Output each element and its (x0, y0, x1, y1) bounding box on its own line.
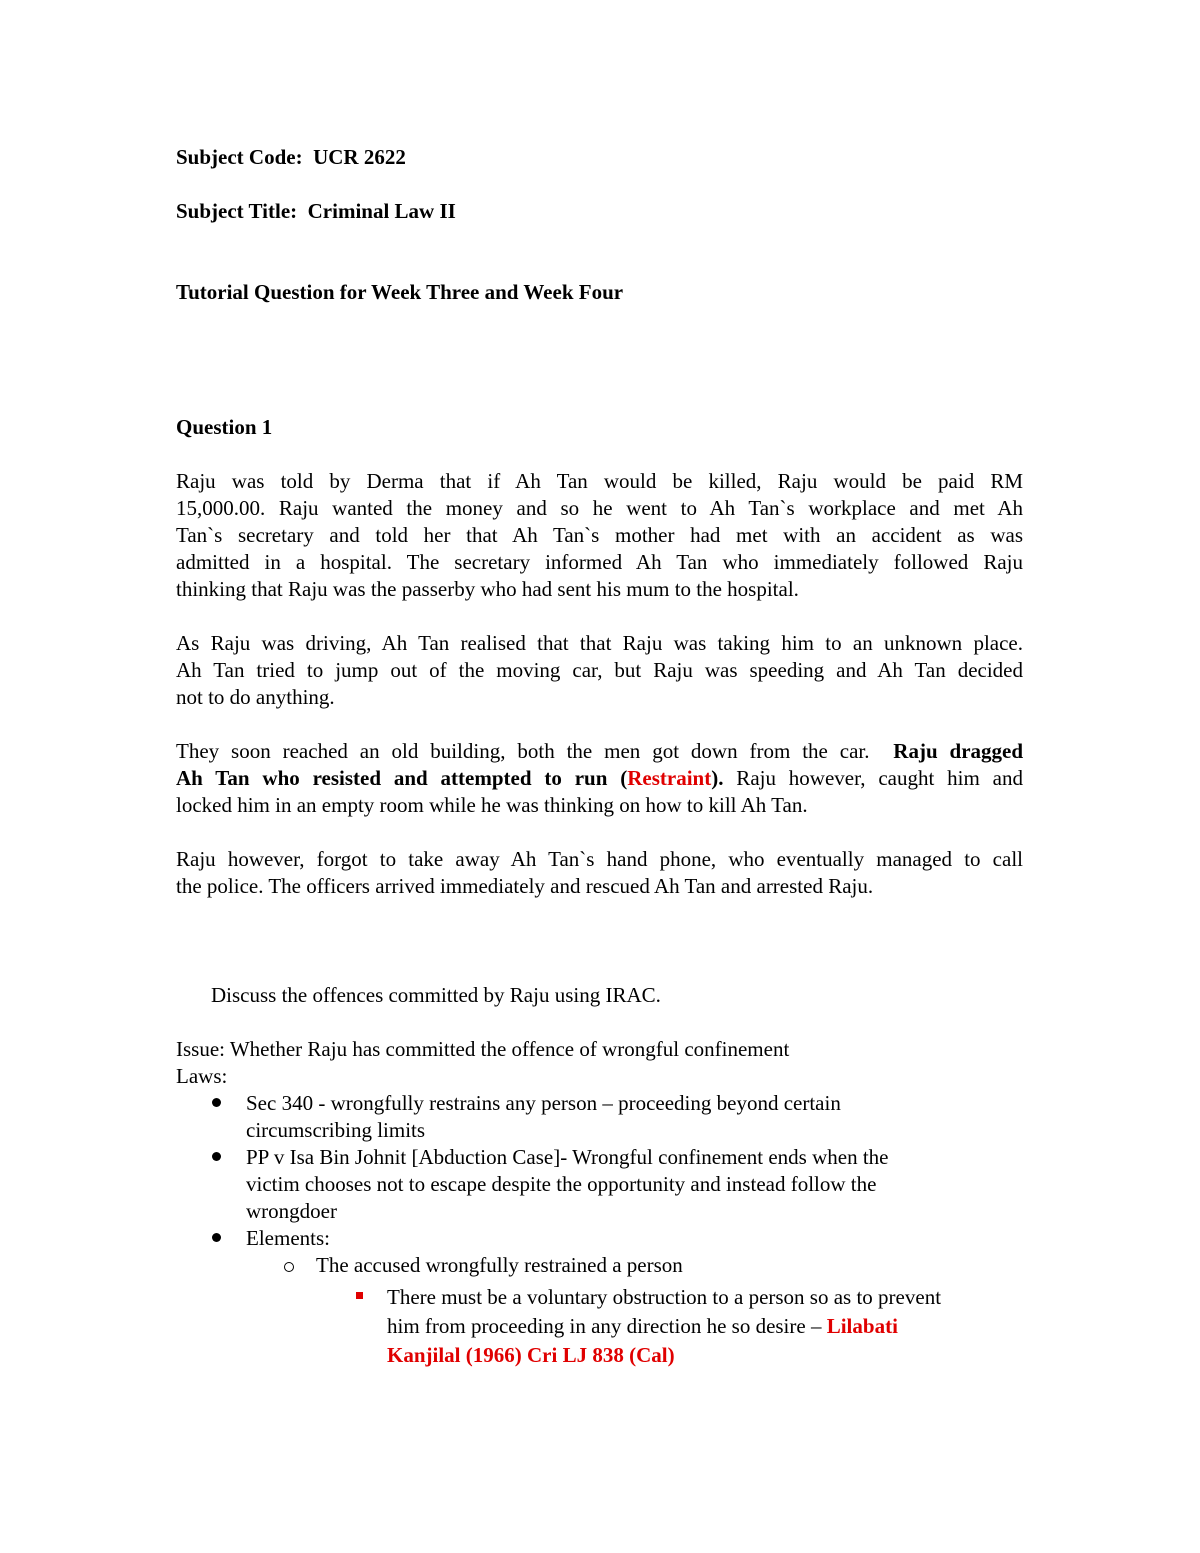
subject-title (176, 198, 456, 225)
case-citation: Kanjilal (1966) Cri LJ 838 (Cal) (387, 1343, 675, 1367)
bullet2-line: victim chooses not to escape despite the opportunity and instead follow the (246, 1172, 877, 1196)
question-heading: Question 1 (176, 415, 273, 439)
bullet1-line: Sec 340 - wrongfully restrains any person – proceeding beyond certain (246, 1091, 841, 1115)
issue-line: Issue: Whether Raju has committed the offence of wrongful confinement (176, 1037, 790, 1061)
paragraph-line: thinking that Raju was the passerby who had sent his mum to the hospital. (176, 577, 799, 601)
bullet3-line: Elements: (246, 1226, 330, 1250)
bullet-icon (212, 1233, 221, 1242)
bullet-icon (212, 1152, 221, 1161)
subject-code-label: Subject Code: (176, 145, 303, 169)
paragraph-line: Raju was told by Derma that if Ah Tan would be killed, Raju would be paid RM (176, 469, 1023, 493)
bullet2-line: PP v Isa Bin Johnit [Abduction Case]- Wrongful confinement ends when the (246, 1145, 889, 1169)
bullet-icon (212, 1098, 221, 1107)
bullet2-line: wrongdoer (246, 1199, 337, 1223)
subsub-line: him from proceeding in any direction he so desire – Lilabati (387, 1314, 898, 1338)
paragraph-line: Ah Tan who resisted and attempted to run (Restraint). Raju however, caught him and (176, 766, 1024, 790)
bullet1-line: circumscribing limits (246, 1118, 426, 1142)
square-bullet-icon (356, 1292, 363, 1299)
restraint-highlight: Restraint (627, 766, 712, 790)
paragraph-line: the police. The officers arrived immediately and rescued Ah Tan and arrested Raju. (176, 874, 874, 898)
case-citation: Lilabati (826, 1314, 898, 1338)
paragraph-line: As Raju was driving, Ah Tan realised that that Raju was taking him to an unknown place. (176, 631, 1023, 655)
subject-code-value: UCR 2622 (313, 145, 406, 169)
subject-code (176, 144, 406, 171)
paragraph-line: They soon reached an old building, both the men got down from the car. Raju dragged (176, 739, 1024, 763)
question-paragraph-3 (176, 738, 1023, 819)
question-paragraph-2 (176, 630, 1023, 711)
question-paragraph-1 (176, 468, 1023, 603)
subject-title-value: Criminal Law II (307, 199, 456, 223)
question-paragraph-4 (176, 846, 1023, 900)
discuss-instruction: Discuss the offences committed by Raju using IRAC. (211, 983, 661, 1007)
subsub-line: There must be a voluntary obstruction to a person so as to prevent (387, 1285, 942, 1309)
tutorial-heading: Tutorial Question for Week Three and Week Four (176, 280, 624, 304)
paragraph-line: Raju however, forgot to take away Ah Tan`s hand phone, who eventually managed to call (176, 847, 1023, 871)
sub-bullet-line: The accused wrongfully restrained a person (316, 1253, 683, 1277)
sub-bullet-icon (284, 1262, 294, 1272)
subject-title-label: Subject Title: (176, 199, 298, 223)
paragraph-line: locked him in an empty room while he was thinking on how to kill Ah Tan. (176, 793, 808, 817)
paragraph-line: admitted in a hospital. The secretary informed Ah Tan who immediately followed Raju (176, 550, 1023, 574)
laws-label: Laws: (176, 1064, 228, 1088)
paragraph-line: Ah Tan tried to jump out of the moving car, but Raju was speeding and Ah Tan decided (176, 658, 1023, 682)
paragraph-line: Tan`s secretary and told her that Ah Tan`s mother had met with an accident as was (176, 523, 1023, 547)
paragraph-line: not to do anything. (176, 685, 335, 709)
paragraph-line: 15,000.00. Raju wanted the money and so he went to Ah Tan`s workplace and met Ah (176, 496, 1023, 520)
